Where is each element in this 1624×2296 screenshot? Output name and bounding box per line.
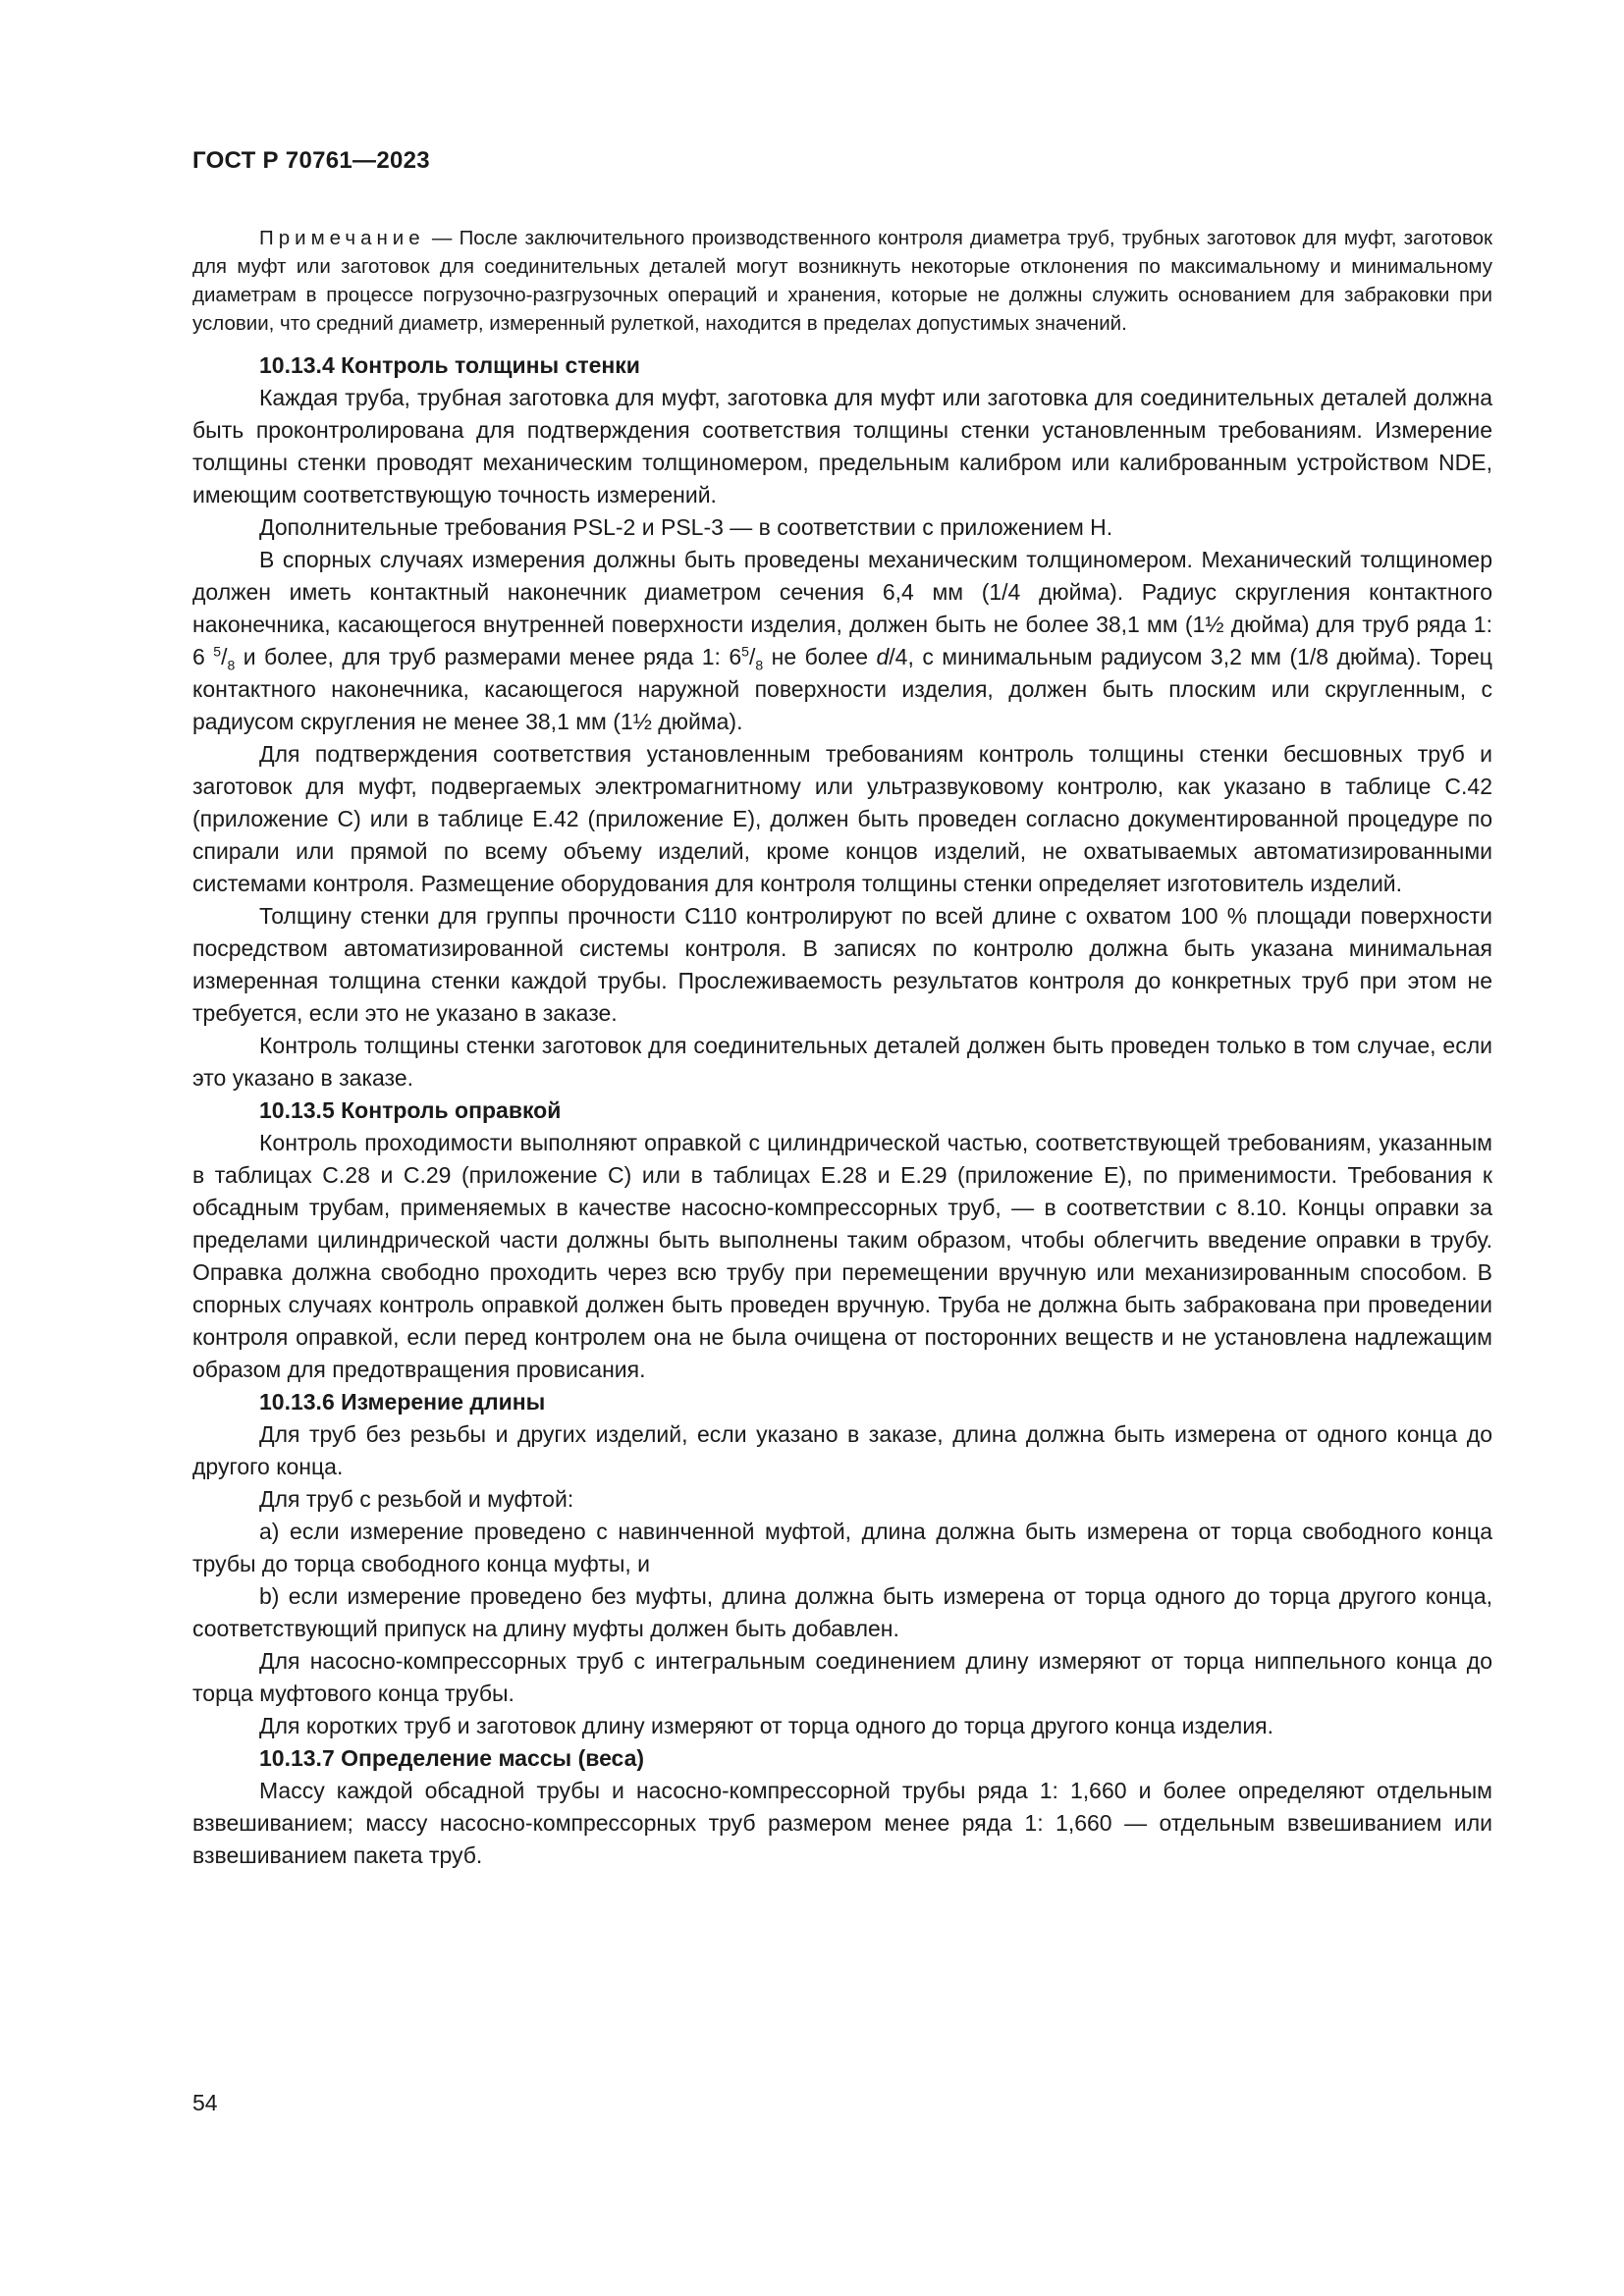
paragraph: Дополнительные требования PSL-2 и PSL-3 — в соответствии с приложением H. (259, 514, 1113, 540)
fraction-numerator: 5 (213, 643, 222, 660)
paragraph: Контроль проходимости выполняют оправкой с цилиндрической частью, соответствующей требованиям, указанным в таблицах С.28 и С.29 (приложение С) или в таблицах Е.28 и Е.29 (приложение Е), по применимости. Требования к обсадным трубам, применяемых в качестве насосно-компрессорных труб, — в соответствии с 8.10. Концы оправки за пределами цилиндрической части должны быть выполнены таким образом, чтобы облегчить введение оправки в трубу. Оправка должна свободно проходить через всю трубу при перемещении вручную или механизированным способом. В спорных случаях контроль оправкой должен быть проведен вручную. Труба не должна быть забракована при проведении контроля оправкой, если перед контролем она не была очищена от посторонних веществ и не установлена надлежащим образом для предотвращения провисания. (192, 1130, 1492, 1382)
document-header: ГОСТ Р 70761—2023 (192, 147, 430, 174)
paragraph-contact-tip (192, 544, 1492, 738)
paragraph: Для подтверждения соответствия установленным требованиям контроль толщины стенки бесшовных труб и заготовок для муфт, подвергаемых электромагнитному или ультразвуковому контролю, как указано в таблице С.42 (приложение С) или в таблице Е.42 (приложение Е), должен быть проведен согласно документированной процедуре по спирали или прямой по всему объему изделий, кроме концов изделий, не охватываемых автоматизированными системами контроля. Размещение оборудования для контроля толщины стенки определяет изготовитель изделий. (192, 741, 1492, 896)
note-paragraph (192, 224, 1492, 338)
paragraph: Каждая труба, трубная заготовка для муфт, заготовка для муфт или заготовка для соединительных деталей должна быть проконтролирована для подтверждения соответствия толщины стенки установленным требованиям. Измерение толщины стенки проводят механическим толщиномером, предельным калибром или калиброванным устройством NDE, имеющим соответствующую точность измерений. (192, 385, 1492, 507)
note-text: — После заключительного производственного контроля диаметра труб, трубных заготовок для муфт, заготовок для муфт или заготовок для соединительных деталей могут возникнуть некоторые отклонения по максимальному и минимальному диаметрам в процессе погрузочно-разгрузочных операций и хранения, которые не должны служить основанием для забраковки при условии, что средний диаметр, измеренный рулеткой, находится в пределах допустимых значений. (192, 227, 1492, 335)
text-fragment: и более, для труб размерами менее ряда 1: 6 (235, 644, 742, 669)
variable-d: d (876, 644, 890, 669)
paragraph: Толщину стенки для группы прочности С110 контролируют по всей длине с охватом 100 % площади поверхности посредством автоматизированной системы контроля. В записях по контролю должна быть указана минимальная измеренная толщина стенки каждой трубы. Прослеживаемость результатов контроля до конкретных труб при этом не требуется, если это не указано в заказе. (192, 903, 1492, 1026)
paragraph: Для труб без резьбы и других изделий, если указано в заказе, длина должна быть измерена от одного конца до другого конца. (192, 1421, 1492, 1479)
paragraph: Контроль толщины стенки заготовок для соединительных деталей должен быть проведен только в том случае, если это указано в заказе. (192, 1033, 1492, 1091)
paragraph: Для труб с резьбой и муфтой: (259, 1486, 574, 1512)
paragraph: Для насосно-компрессорных труб с интегральным соединением длину измеряют от торца ниппельного конца до торца муфтового конца трубы. (192, 1648, 1492, 1706)
paragraph: Для коротких труб и заготовок длину измеряют от торца одного до торца другого конца изделия. (259, 1713, 1274, 1738)
text-fragment: /4, с минимальным радиусом 3,2 мм (1/8 дюйма). Торец контактного наконечника, касающегося наружной поверхности изделия, должен быть плоским или скругленным, с радиусом скругления не менее 38,1 мм (1½ дюйма). (192, 644, 1492, 734)
paragraph: Массу каждой обсадной трубы и насосно-компрессорной трубы ряда 1: 1,660 и более определяют отдельным взвешиванием; массу насосно-компрессорных труб размером менее ряда 1: 1,660 — отдельным взвешиванием или взвешиванием пакета труб. (192, 1778, 1492, 1868)
section-heading-10-13-7: 10.13.7 Определение массы (веса) (259, 1745, 645, 1771)
text-fragment: В спорных случаях измерения должны быть проведены механическим толщиномером. Механический толщиномер должен иметь контактный наконечник диаметром сечения 6,4 мм (1/4 дюйма). Радиус скругления контактного наконечника, касающегося внутренней поверхности изделия, должен быть не более 38,1 мм (1½ дюйма) для труб ряда 1: 6 (192, 547, 1492, 669)
section-heading-10-13-6: 10.13.6 Измерение длины (259, 1389, 546, 1415)
fraction-denominator: 8 (755, 657, 764, 673)
fraction-slash: / (221, 644, 228, 669)
section-heading-10-13-5: 10.13.5 Контроль оправкой (259, 1097, 562, 1123)
section-heading-10-13-4: 10.13.4 Контроль толщины стенки (259, 352, 640, 378)
list-item-a: a) если измерение проведено с навинченной муфтой, длина должна быть измерена от торца свободного конца трубы до торца свободного конца муфты, и (192, 1519, 1492, 1576)
note-label: Примечание (259, 227, 425, 249)
text-fragment: не более (763, 644, 877, 669)
document-body (192, 224, 1492, 1872)
fraction-denominator: 8 (227, 657, 236, 673)
list-item-b: b) если измерение проведено без муфты, длина должна быть измерена от торца одного до торца другого конца, соответствующий припуск на длину муфты должен быть добавлен. (192, 1583, 1492, 1641)
fraction-slash: / (748, 644, 756, 669)
page-number: 54 (192, 2090, 218, 2115)
fraction-numerator: 5 (741, 643, 749, 660)
